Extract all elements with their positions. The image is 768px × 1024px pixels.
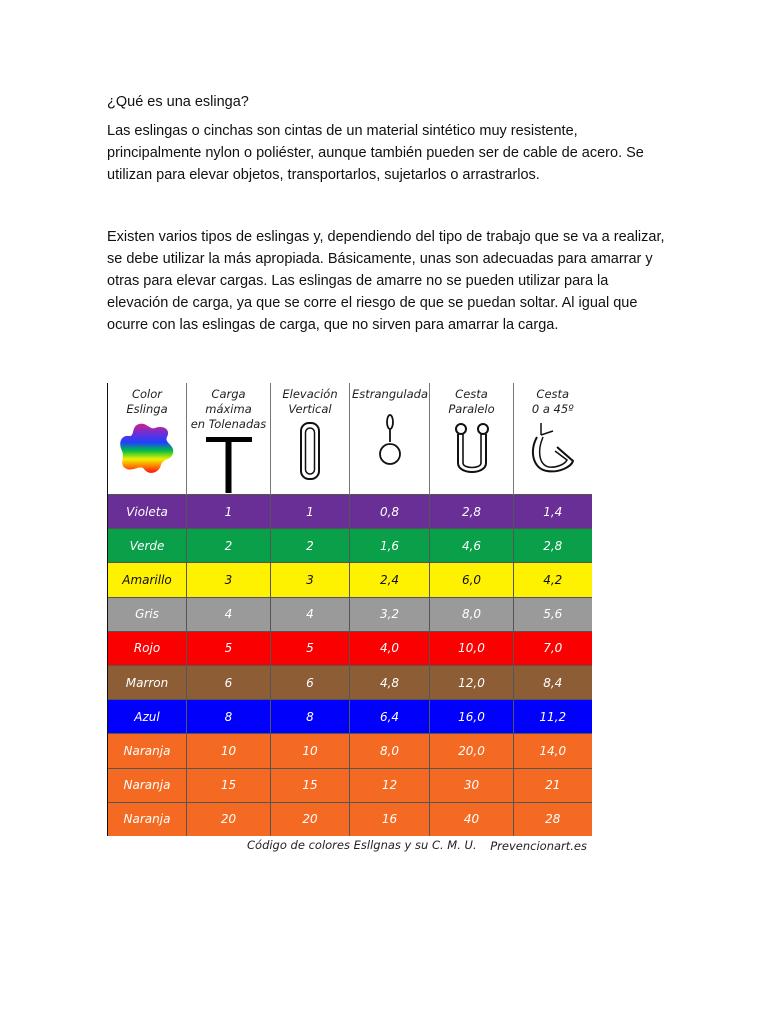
load-value-cell: 11,2 [514,700,592,734]
load-value-cell: 10,0 [430,631,514,665]
table-row [108,529,592,563]
header-line: Vertical [288,402,332,416]
load-value-cell: 3 [187,563,271,597]
sling-color-code-figure [107,383,591,855]
load-value-cell: 16,0 [430,700,514,734]
load-value-cell: 40 [430,802,514,836]
choke-hitch-icon [375,412,405,474]
load-value-cell: 1,6 [350,529,430,563]
load-value-cell: 7,0 [514,631,592,665]
load-value-cell: 20 [271,802,350,836]
color-name-cell: Rojo [108,631,187,665]
table-row [108,631,592,665]
color-name-cell: Violeta [108,495,187,529]
color-name-cell: Azul [108,700,187,734]
figure-caption [107,837,591,855]
color-name-cell: Naranja [108,734,187,768]
table-row [108,563,592,597]
document-heading: ¿Qué es una eslinga? [107,94,249,110]
color-name-cell: Gris [108,597,187,631]
header-line: Color [131,387,163,401]
source-credit: Prevencionart.es [490,838,587,853]
load-value-cell: 4 [271,597,350,631]
load-value-cell: 6,0 [430,563,514,597]
header-choke [350,383,430,495]
color-name-cell: Amarillo [108,563,187,597]
header-color [108,383,187,495]
load-value-cell: 4,2 [514,563,592,597]
load-value-cell: 10 [187,734,271,768]
color-name-cell: Naranja [108,768,187,802]
load-value-cell: 4 [187,597,271,631]
header-line: Elevación [282,387,338,401]
table-body [108,495,592,836]
color-name-cell: Verde [108,529,187,563]
load-value-cell: 16 [350,802,430,836]
load-value-cell: 8 [271,700,350,734]
header-basket-parallel [430,383,514,495]
table-row [108,802,592,836]
load-value-cell: 8 [187,700,271,734]
load-value-cell: 2,4 [350,563,430,597]
header-line: en Tolenadas [190,417,267,431]
load-value-cell: 2 [187,529,271,563]
load-value-cell: 8,4 [514,665,592,699]
header-max-load [187,383,271,495]
load-value-cell: 4,6 [430,529,514,563]
load-value-cell: 1,4 [514,495,592,529]
load-value-cell: 5 [187,631,271,665]
table-row [108,700,592,734]
color-name-cell: Naranja [108,802,187,836]
basket-parallel-icon [450,421,494,477]
header-basket-angle [514,383,592,495]
basket-angle-icon [527,421,579,477]
load-value-cell: 4,0 [350,631,430,665]
header-line: Paralelo [448,402,495,416]
load-value-cell: 5,6 [514,597,592,631]
caption-text: Código de colores Esllgnas y su C. M. U. [247,837,477,852]
header-line: Eslinga [126,402,168,416]
table-row [108,734,592,768]
load-value-cell: 6 [271,665,350,699]
header-vertical-lift [271,383,350,495]
paragraph-types: Existen varios tipos de eslingas y, dependiendo del tipo de trabajo que se va a realizar, se debe utilizar la más apropiada. Básicamente, unas son adecuadas para amarrar y otras para elevar cargas. Las eslingas de amarre no se pueden utilizar para la elevación de carga, ya que se corre el riesgo de que se puedan soltar. Al igual que ocurre con las eslingas de carga, que no sirven para amarrar la carga. [107,229,665,333]
header-line: Estrangulada [352,387,429,401]
load-value-cell: 1 [271,495,350,529]
load-value-cell: 30 [430,768,514,802]
table-header-row [108,383,592,495]
table-row [108,665,592,699]
load-value-cell: 1 [187,495,271,529]
load-value-cell: 3 [271,563,350,597]
header-line: Carga máxima [205,387,252,416]
load-value-cell: 8,0 [350,734,430,768]
load-value-cell: 12 [350,768,430,802]
rainbow-splash-icon [117,421,177,477]
paragraph-definition: Las eslingas o cinchas son cintas de un material sintético muy resistente, principalmente nylon o poliéster, aunque también pueden ser de cable de acero. Se utilizan para elevar objetos, transportarlos, sujetarlos o arrastrarlos. [107,123,644,183]
load-value-cell: 20 [187,802,271,836]
table-row [108,495,592,529]
document-body [107,92,667,336]
load-value-cell: 28 [514,802,592,836]
load-value-cell: 20,0 [430,734,514,768]
t-letter-icon [204,436,254,494]
load-value-cell: 2,8 [430,495,514,529]
load-value-cell: 5 [271,631,350,665]
table-row [108,768,592,802]
load-value-cell: 3,2 [350,597,430,631]
load-value-cell: 6,4 [350,700,430,734]
load-value-cell: 10 [271,734,350,768]
load-value-cell: 6 [187,665,271,699]
vertical-sling-icon [295,421,325,481]
load-value-cell: 15 [271,768,350,802]
load-value-cell: 8,0 [430,597,514,631]
load-value-cell: 15 [187,768,271,802]
load-value-cell: 4,8 [350,665,430,699]
table-row [108,597,592,631]
load-value-cell: 21 [514,768,592,802]
header-line: Cesta [536,387,570,401]
color-name-cell: Marron [108,665,187,699]
load-value-cell: 12,0 [430,665,514,699]
load-value-cell: 2,8 [514,529,592,563]
load-value-cell: 2 [271,529,350,563]
header-line: 0 a 45º [531,402,574,416]
sling-load-table [107,383,592,836]
load-value-cell: 14,0 [514,734,592,768]
header-line: Cesta [455,387,488,401]
load-value-cell: 0,8 [350,495,430,529]
